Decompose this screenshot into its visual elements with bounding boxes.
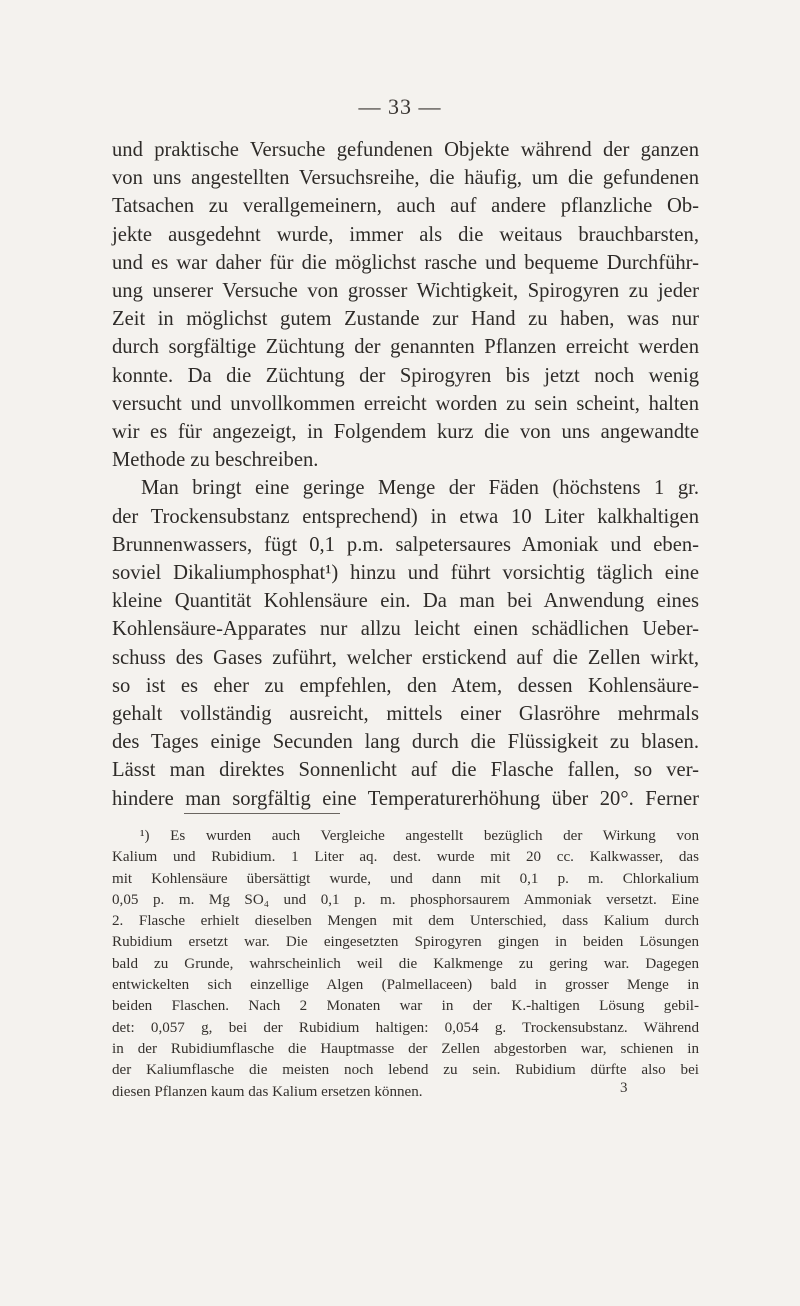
text-line: Methode zu beschreiben. xyxy=(112,449,319,472)
text-line: Lässt man direktes Sonnenlicht auf die Flasche fallen, so ver- xyxy=(112,759,699,782)
footnote-line: beiden Flaschen. Nach 2 Monaten war in der K.-haltigen Lösung gebil- xyxy=(112,998,699,1015)
footnote-line: entwickelten sich einzellige Algen (Palmellaceen) bald in grosser Menge in xyxy=(112,977,699,994)
text-line: von uns angestellten Versuchsreihe, die häufig, um die gefundenen xyxy=(112,167,699,190)
text-line: gehalt vollständig ausreicht, mittels einer Glasröhre mehrmals xyxy=(112,703,699,726)
page-number: — 33 — xyxy=(358,94,442,119)
text-line: und praktische Versuche gefundenen Objekte während der ganzen xyxy=(112,139,699,161)
text-line: so ist es eher zu empfehlen, den Atem, dessen Kohlensäure- xyxy=(112,674,699,697)
footnote-line: Rubidium ersetzt war. Die eingesetzten Spirogyren gingen in beiden Lösungen xyxy=(112,934,699,951)
text-line: ung unserer Versuche von grosser Wichtigkeit, Spirogyren zu jeder xyxy=(112,280,699,303)
footnote-line: ¹) Es wurden auch Vergleiche angestellt bezüglich der Wirkung von xyxy=(140,828,699,844)
text-line: wir es für angezeigt, in Folgendem kurz die von uns angewandte xyxy=(112,421,699,444)
footnote-line: mit Kohlensäure übersättigt wurde, und dann mit 0,1 p. m. Chlorkalium xyxy=(112,870,699,887)
text-line: Kohlensäure-Apparates nur allzu leicht einen schädlichen Ueber- xyxy=(112,618,699,641)
text-line: der Trockensubstanz entsprechend) in etwa 10 Liter kalkhaltigen xyxy=(112,505,699,528)
footnote-divider xyxy=(184,813,340,814)
text-line: soviel Dikaliumphosphat¹) hinzu und führt vorsichtig täglich eine xyxy=(112,562,699,585)
text-line: Zeit in möglichst gutem Zustande zur Hand zu haben, was nur xyxy=(112,308,699,331)
paragraph-1 xyxy=(112,136,699,474)
footnote-line: bald zu Grunde, wahrscheinlich weil die Kalkmenge zu gering war. Dagegen xyxy=(112,955,699,972)
footnote-line: in der Rubidiumflasche die Hauptmasse der Zellen abgestorben war, schienen in xyxy=(112,1040,699,1057)
text-line: schuss des Gases zuführt, welcher erstickend auf die Zellen wirkt, xyxy=(112,646,699,669)
text-line: Tatsachen zu verallgemeinern, auch auf andere pflanzliche Ob- xyxy=(112,195,699,218)
main-text xyxy=(112,136,699,813)
footnote-line: diesen Pflanzen kaum das Kalium ersetzen können. xyxy=(112,1083,423,1100)
text-line: hindere man sorgfältig eine Temperaturerhöhung über 20°. Ferner xyxy=(112,787,699,810)
footnote-line: 2. Flasche erhielt dieselben Mengen mit dem Unterschied, dass Kalium durch xyxy=(112,913,699,930)
text-line: jekte ausgedehnt wurde, immer als die weitaus brauchbarsten, xyxy=(112,223,699,246)
footnote-line: det: 0,057 g, bei der Rubidium haltigen: 0,054 g. Trockensubstanz. Während xyxy=(112,1019,699,1036)
text-line: durch sorgfältige Züchtung der genannten Pflanzen erreicht werden xyxy=(112,336,699,359)
text-line: versucht und unvollkommen erreicht worden zu sein scheint, halten xyxy=(112,392,699,415)
footnote-line: der Kaliumflasche die meisten noch lebend zu sein. Rubidium dürfte also bei xyxy=(112,1062,699,1079)
text-line: Brunnenwassers, fügt 0,1 p.m. salpetersaures Amoniak und eben- xyxy=(112,533,699,556)
text-line: Man bringt eine geringe Menge der Fäden (höchstens 1 gr. xyxy=(141,477,699,500)
text-line: des Tages einige Secunden lang durch die Flüssigkeit zu blasen. xyxy=(112,731,699,754)
text-line: konnte. Da die Züchtung der Spirogyren bis jetzt noch wenig xyxy=(112,364,699,387)
footnote-line: Kalium und Rubidium. 1 Liter aq. dest. wurde mit 20 cc. Kalkwasser, das xyxy=(112,849,699,866)
text-line: und es war daher für die möglichst rasche und bequeme Durchführ- xyxy=(112,251,699,274)
signature-mark: 3 xyxy=(620,1080,628,1096)
paragraph-2 xyxy=(112,474,699,812)
footnote xyxy=(112,826,699,1103)
footnote-line: 0,05 p. m. Mg SO₄ und 0,1 p. m. phosphorsaurem Ammoniak versetzt. Eine xyxy=(112,891,699,908)
text-line: kleine Quantität Kohlensäure ein. Da man bei Anwendung eines xyxy=(112,590,699,613)
